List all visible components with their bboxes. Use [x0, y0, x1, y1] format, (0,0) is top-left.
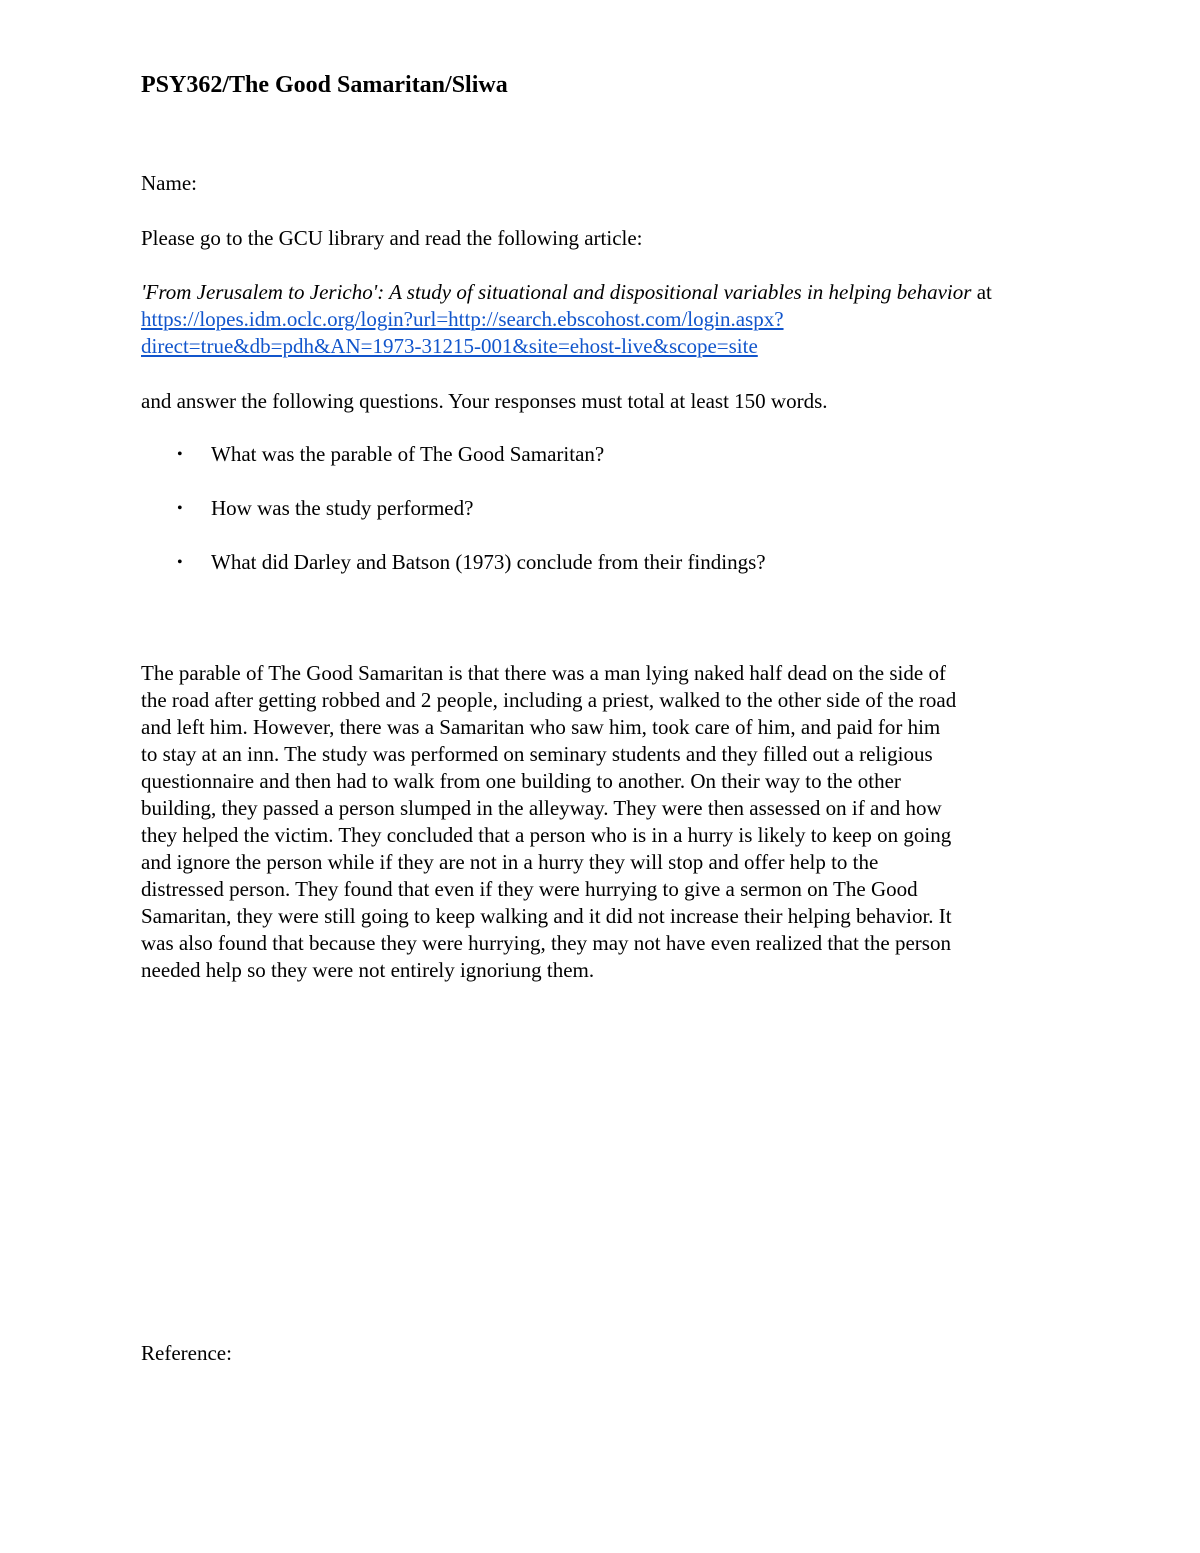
answer-line: and left him. However, there was a Samaritan who saw him, took care of him, and paid for him	[141, 715, 941, 739]
article-link-part1[interactable]: https://lopes.idm.oclc.org/login?url=http://search.ebscohost.com/login.aspx?	[141, 307, 784, 331]
bullet-icon: •	[177, 554, 183, 571]
answer-line: they helped the victim. They concluded that a person who is in a hurry is likely to keep on going	[141, 823, 952, 847]
question-list	[141, 441, 766, 603]
article-connector: at	[971, 280, 992, 304]
answer-line: Samaritan, they were still going to keep walking and it did not increase their helping behavior. It	[141, 904, 952, 928]
article-link-part2[interactable]: direct=true&db=pdh&AN=1973-31215-001&site=ehost-live&scope=site	[141, 334, 758, 358]
question-item	[141, 441, 766, 495]
answer-line: distressed person. They found that even if they were hurrying to give a sermon on The Good	[141, 877, 918, 901]
reference-label: Reference:	[141, 1341, 232, 1365]
question-item	[141, 549, 766, 603]
instruction-text: Please go to the GCU library and read the following article:	[141, 226, 643, 250]
answer-line: questionnaire and then had to walk from one building to another. On their way to the other	[141, 769, 901, 793]
question-text: What was the parable of The Good Samaritan?	[211, 442, 605, 466]
answer-line: The parable of The Good Samaritan is that there was a man lying naked half dead on the side of	[141, 661, 946, 685]
answer-instruction: and answer the following questions. Your responses must total at least 150 words.	[141, 389, 828, 413]
question-text: What did Darley and Batson (1973) conclude from their findings?	[211, 550, 766, 574]
question-text: How was the study performed?	[211, 496, 474, 520]
answer-line: and ignore the person while if they are not in a hurry they will stop and offer help to the	[141, 850, 879, 874]
answer-paragraph	[141, 660, 1061, 984]
article-citation	[141, 279, 1041, 360]
answer-line: building, they passed a person slumped in the alleyway. They were then assessed on if and how	[141, 796, 942, 820]
document-title: PSY362/The Good Samaritan/Sliwa	[141, 72, 508, 98]
answer-line: the road after getting robbed and 2 people, including a priest, walked to the other side of the road	[141, 688, 957, 712]
name-label: Name:	[141, 171, 197, 195]
bullet-icon: •	[177, 446, 183, 463]
article-title: 'From Jerusalem to Jericho': A study of situational and dispositional variables in helping behavior	[141, 280, 972, 304]
answer-line: to stay at an inn. The study was performed on seminary students and they filled out a religious	[141, 742, 933, 766]
answer-line: was also found that because they were hurrying, they may not have even realized that the person	[141, 931, 951, 955]
question-item	[141, 495, 766, 549]
bullet-icon: •	[177, 500, 183, 517]
answer-line: needed help so they were not entirely ignoriung them.	[141, 958, 595, 982]
